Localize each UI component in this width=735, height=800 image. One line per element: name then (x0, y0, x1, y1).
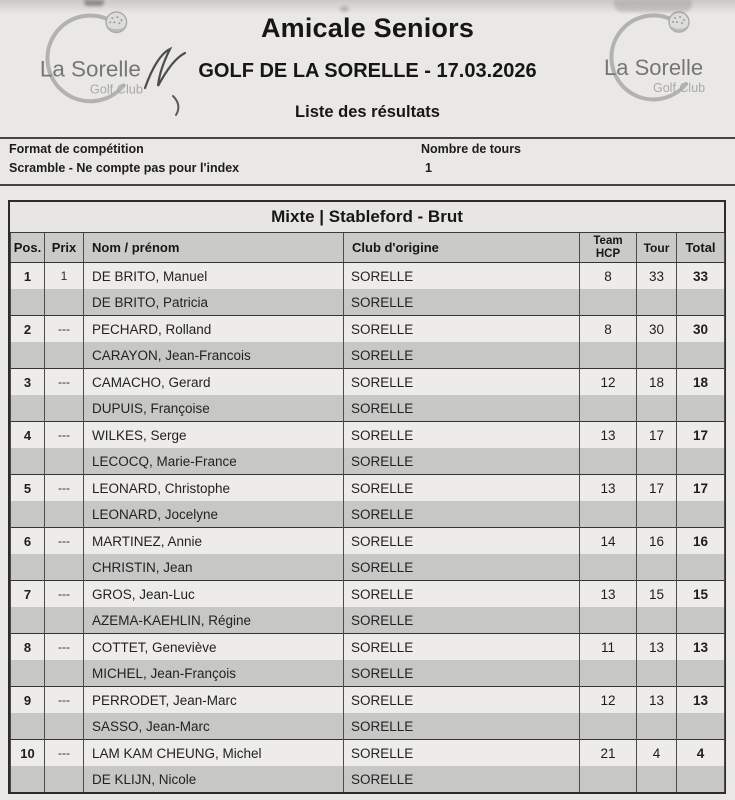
header-row (11, 233, 725, 263)
result-row (11, 660, 725, 687)
player-name-cell: MICHEL, Jean-François (84, 660, 344, 687)
prize-cell (45, 713, 84, 740)
prize-cell (45, 660, 84, 687)
team-hcp-cell (580, 766, 637, 792)
club-cell: SORELLE (344, 607, 580, 634)
player-name-cell: LEONARD, Jocelyne (84, 501, 344, 528)
col-header-team-hcp: Team HCP (580, 233, 637, 263)
player-name-cell: WILKES, Serge (84, 422, 344, 449)
pen-mark-icon (142, 46, 196, 94)
total-cell (677, 501, 725, 528)
position-cell (11, 713, 45, 740)
prize-cell (45, 289, 84, 316)
result-row (11, 263, 725, 290)
prize-cell: --- (45, 422, 84, 449)
divider (0, 184, 735, 186)
total-cell (677, 395, 725, 422)
results-table (8, 200, 726, 794)
result-row (11, 607, 725, 634)
position-cell (11, 289, 45, 316)
format-label: Format de compétition (9, 142, 144, 156)
prize-cell (45, 342, 84, 369)
result-row (11, 501, 725, 528)
total-cell: 13 (677, 687, 725, 714)
total-cell (677, 289, 725, 316)
result-row (11, 766, 725, 792)
logo-tagline: Golf Club (89, 81, 143, 97)
position-cell (11, 395, 45, 422)
position-cell (11, 660, 45, 687)
prize-cell (45, 607, 84, 634)
position-cell: 4 (11, 422, 45, 449)
club-cell: SORELLE (344, 395, 580, 422)
player-name-cell: COTTET, Geneviève (84, 634, 344, 661)
team-hcp-cell (580, 289, 637, 316)
position-cell (11, 448, 45, 475)
prize-cell: --- (45, 687, 84, 714)
position-cell: 7 (11, 581, 45, 608)
tour-cell (637, 448, 677, 475)
team-hcp-cell: 13 (580, 475, 637, 502)
team-hcp-cell: 13 (580, 581, 637, 608)
result-row (11, 713, 725, 740)
prize-cell: --- (45, 740, 84, 767)
player-name-cell: SASSO, Jean-Marc (84, 713, 344, 740)
position-cell: 2 (11, 316, 45, 343)
result-row (11, 369, 725, 396)
rounds-label: Nombre de tours (421, 142, 522, 156)
player-name-cell: AZEMA-KAEHLIN, Régine (84, 607, 344, 634)
result-row (11, 448, 725, 475)
tour-cell: 33 (637, 263, 677, 290)
result-row (11, 395, 725, 422)
tour-cell (637, 289, 677, 316)
position-cell: 5 (11, 475, 45, 502)
total-cell (677, 713, 725, 740)
club-cell: SORELLE (344, 422, 580, 449)
club-cell: SORELLE (344, 528, 580, 555)
prize-cell (45, 448, 84, 475)
tour-cell (637, 342, 677, 369)
tour-cell: 13 (637, 634, 677, 661)
prize-cell: --- (45, 316, 84, 343)
total-cell: 15 (677, 581, 725, 608)
tour-cell (637, 607, 677, 634)
prize-cell: --- (45, 369, 84, 396)
category-caption: Mixte | Stableford - Brut (10, 202, 724, 233)
tour-cell: 4 (637, 740, 677, 767)
team-hcp-cell: 12 (580, 687, 637, 714)
prize-cell (45, 395, 84, 422)
prize-cell: --- (45, 475, 84, 502)
total-cell (677, 607, 725, 634)
team-hcp-cell: 8 (580, 263, 637, 290)
position-cell (11, 607, 45, 634)
result-row (11, 289, 725, 316)
position-cell: 9 (11, 687, 45, 714)
position-cell: 3 (11, 369, 45, 396)
result-row (11, 475, 725, 502)
team-hcp-cell: 12 (580, 369, 637, 396)
total-cell (677, 448, 725, 475)
team-hcp-cell: 11 (580, 634, 637, 661)
total-cell (677, 766, 725, 792)
scan-smudge (340, 6, 349, 12)
result-row (11, 634, 725, 661)
divider (0, 137, 735, 139)
col-header-club: Club d'origine (344, 233, 580, 263)
col-header-total: Total (677, 233, 725, 263)
result-row (11, 740, 725, 767)
result-row (11, 554, 725, 581)
results-body (11, 263, 725, 793)
club-cell: SORELLE (344, 581, 580, 608)
result-row (11, 687, 725, 714)
tour-cell (637, 660, 677, 687)
club-cell: SORELLE (344, 448, 580, 475)
club-cell: SORELLE (344, 475, 580, 502)
tour-cell: 17 (637, 475, 677, 502)
tour-cell (637, 501, 677, 528)
tour-cell (637, 713, 677, 740)
logo-tagline: Golf Club (653, 81, 706, 95)
club-cell: SORELLE (344, 687, 580, 714)
player-name-cell: CAMACHO, Gerard (84, 369, 344, 396)
result-row (11, 316, 725, 343)
prize-cell: 1 (45, 263, 84, 290)
player-name-cell: PECHARD, Rolland (84, 316, 344, 343)
team-hcp-cell (580, 342, 637, 369)
team-hcp-cell (580, 607, 637, 634)
team-hcp-cell (580, 713, 637, 740)
team-hcp-cell (580, 554, 637, 581)
col-header-name: Nom / prénom (84, 233, 344, 263)
scan-smudge (84, 0, 104, 6)
total-cell: 13 (677, 634, 725, 661)
result-row (11, 528, 725, 555)
logo-wordmark: La Sorelle (604, 55, 704, 80)
position-cell (11, 554, 45, 581)
club-cell: SORELLE (344, 501, 580, 528)
club-cell: SORELLE (344, 554, 580, 581)
team-hcp-cell (580, 395, 637, 422)
team-hcp-cell: 8 (580, 316, 637, 343)
total-cell: 17 (677, 475, 725, 502)
tour-cell: 17 (637, 422, 677, 449)
tour-cell (637, 395, 677, 422)
player-name-cell: CHRISTIN, Jean (84, 554, 344, 581)
player-name-cell: DUPUIS, Françoise (84, 395, 344, 422)
tour-cell: 18 (637, 369, 677, 396)
club-cell: SORELLE (344, 289, 580, 316)
club-cell: SORELLE (344, 660, 580, 687)
logo-wordmark: La Sorelle (39, 56, 141, 82)
total-cell: 18 (677, 369, 725, 396)
player-name-cell: PERRODET, Jean-Marc (84, 687, 344, 714)
player-name-cell: DE BRITO, Manuel (84, 263, 344, 290)
total-cell: 16 (677, 528, 725, 555)
result-row (11, 342, 725, 369)
result-row (11, 422, 725, 449)
prize-cell: --- (45, 581, 84, 608)
club-cell: SORELLE (344, 713, 580, 740)
club-cell: SORELLE (344, 766, 580, 792)
team-hcp-cell: 13 (580, 422, 637, 449)
format-value: Scramble - Ne compte pas pour l'index (9, 161, 240, 175)
team-hcp-cell (580, 448, 637, 475)
prize-cell (45, 501, 84, 528)
club-cell: SORELLE (344, 342, 580, 369)
club-cell: SORELLE (344, 369, 580, 396)
tour-cell (637, 554, 677, 581)
team-hcp-cell (580, 501, 637, 528)
col-header-tour: Tour (637, 233, 677, 263)
col-header-prize: Prix (45, 233, 84, 263)
total-cell: 33 (677, 263, 725, 290)
page-title: Amicale Seniors (260, 13, 475, 43)
player-name-cell: LEONARD, Christophe (84, 475, 344, 502)
player-name-cell: LECOCQ, Marie-France (84, 448, 344, 475)
position-cell (11, 766, 45, 792)
total-cell: 4 (677, 740, 725, 767)
club-cell: SORELLE (344, 263, 580, 290)
total-cell: 30 (677, 316, 725, 343)
position-cell: 8 (11, 634, 45, 661)
list-title: Liste des résultats (295, 103, 440, 121)
tour-cell (637, 766, 677, 792)
prize-cell: --- (45, 634, 84, 661)
club-cell: SORELLE (344, 316, 580, 343)
player-name-cell: DE KLIJN, Nicole (84, 766, 344, 792)
team-hcp-cell: 21 (580, 740, 637, 767)
rounds-value: 1 (425, 161, 432, 175)
position-cell (11, 501, 45, 528)
pen-mark-icon (168, 94, 188, 118)
total-cell (677, 342, 725, 369)
club-cell: SORELLE (344, 634, 580, 661)
prize-cell (45, 554, 84, 581)
player-name-cell: LAM KAM CHEUNG, Michel (84, 740, 344, 767)
tour-cell: 16 (637, 528, 677, 555)
total-cell: 17 (677, 422, 725, 449)
position-cell: 1 (11, 263, 45, 290)
result-row (11, 581, 725, 608)
team-hcp-cell: 14 (580, 528, 637, 555)
prize-cell: --- (45, 528, 84, 555)
position-cell: 10 (11, 740, 45, 767)
col-header-pos: Pos. (11, 233, 45, 263)
event-subtitle: GOLF DE LA SORELLE - 17.03.2026 (198, 60, 537, 82)
position-cell (11, 342, 45, 369)
club-cell: SORELLE (344, 740, 580, 767)
tour-cell: 15 (637, 581, 677, 608)
prize-cell (45, 766, 84, 792)
results-grid (10, 233, 725, 792)
total-cell (677, 660, 725, 687)
tour-cell: 30 (637, 316, 677, 343)
player-name-cell: GROS, Jean-Luc (84, 581, 344, 608)
tour-cell: 13 (637, 687, 677, 714)
total-cell (677, 554, 725, 581)
position-cell: 6 (11, 528, 45, 555)
player-name-cell: DE BRITO, Patricia (84, 289, 344, 316)
player-name-cell: CARAYON, Jean-Francois (84, 342, 344, 369)
team-hcp-cell (580, 660, 637, 687)
player-name-cell: MARTINEZ, Annie (84, 528, 344, 555)
